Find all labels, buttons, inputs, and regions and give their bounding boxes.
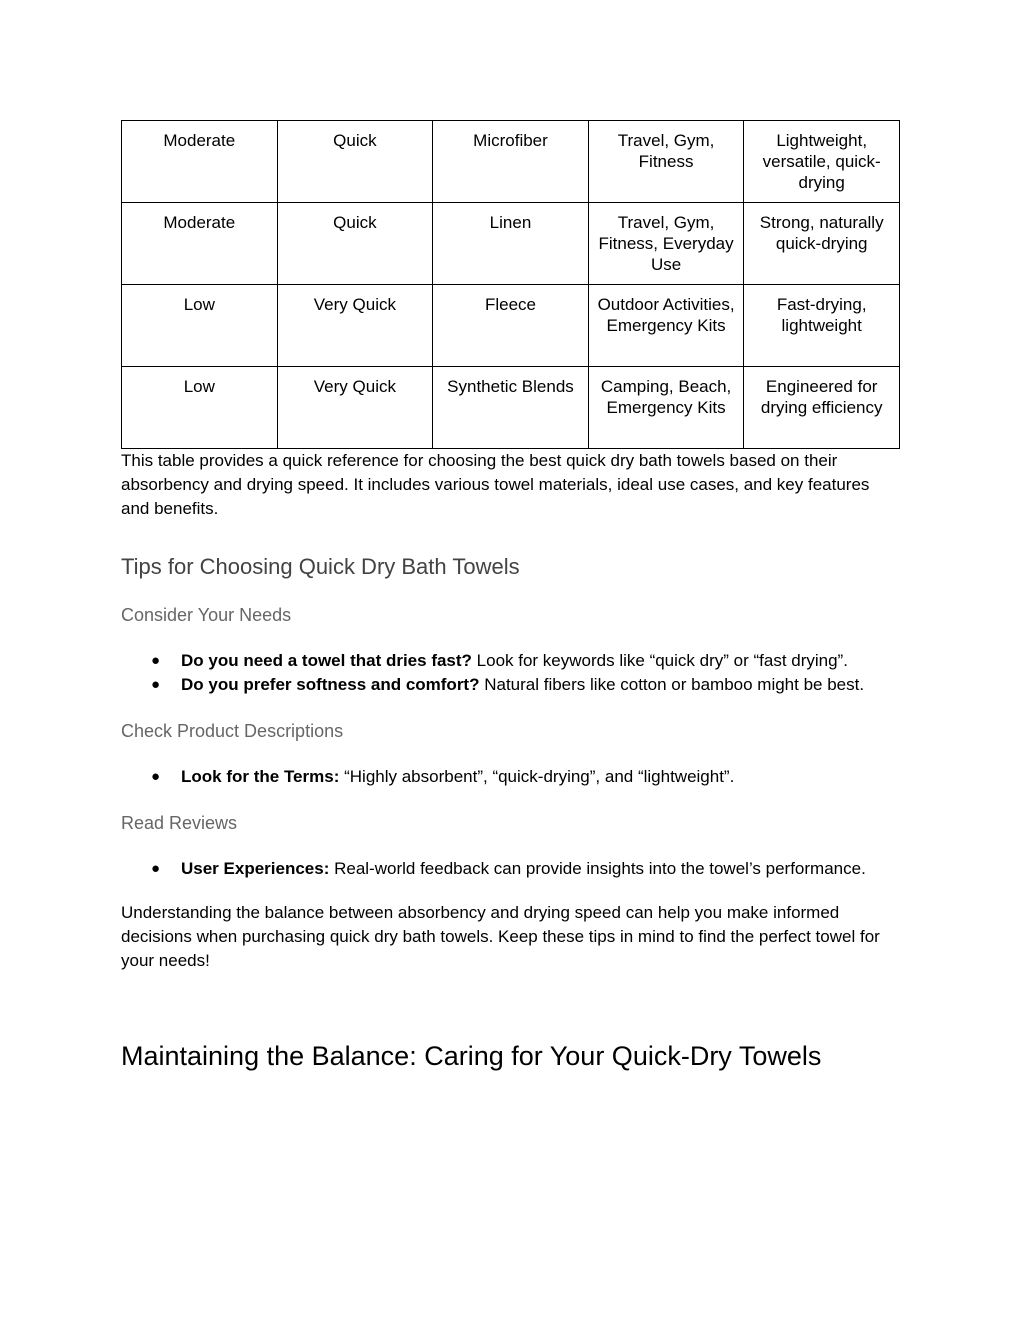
conclusion-paragraph: Understanding the balance between absorbency and drying speed can help you make informed decisions when purchasing quick dry bath towels. Keep these tips in mind to find the perfect towel for your needs! bbox=[121, 903, 880, 970]
list-item-bold: Do you need a towel that dries fast? bbox=[181, 651, 472, 670]
table-cell: Travel, Gym, Fitness, Everyday Use bbox=[588, 203, 744, 285]
table-cell: Low bbox=[122, 367, 278, 449]
reviews-list bbox=[121, 857, 901, 881]
towel-comparison-table bbox=[121, 120, 900, 449]
section-heading: Maintaining the Balance: Caring for Your Quick-Dry Towels bbox=[121, 1041, 822, 1071]
list-item-text: “Highly absorbent”, “quick-drying”, and “lightweight”. bbox=[339, 767, 735, 786]
table-cell: Microfiber bbox=[433, 121, 589, 203]
descriptions-list bbox=[121, 765, 901, 789]
table-row bbox=[122, 203, 900, 285]
table-cell: Fleece bbox=[433, 285, 589, 367]
list-item-bold: Do you prefer softness and comfort? bbox=[181, 675, 480, 694]
table-cell: Quick bbox=[277, 203, 433, 285]
list-item bbox=[121, 649, 901, 673]
table-cell: Strong, naturally quick-drying bbox=[744, 203, 900, 285]
bullet-icon: ● bbox=[151, 652, 161, 669]
bullet-icon: ● bbox=[151, 768, 161, 785]
table-cell: Lightweight, versatile, quick-drying bbox=[744, 121, 900, 203]
intro-paragraph: This table provides a quick reference for choosing the best quick dry bath towels based on their absorbency and drying speed. It includes various towel materials, ideal use cases, and key features and benefits. bbox=[121, 451, 870, 518]
table-cell: Very Quick bbox=[277, 285, 433, 367]
table-row bbox=[122, 285, 900, 367]
table-cell: Quick bbox=[277, 121, 433, 203]
table-row bbox=[122, 367, 900, 449]
list-item-text: Real-world feedback can provide insights into the towel’s performance. bbox=[329, 859, 866, 878]
list-item bbox=[121, 857, 901, 881]
table-cell: Fast-drying, lightweight bbox=[744, 285, 900, 367]
bullet-icon: ● bbox=[151, 676, 161, 693]
tips-heading: Tips for Choosing Quick Dry Bath Towels bbox=[121, 554, 520, 579]
table-cell: Moderate bbox=[122, 121, 278, 203]
list-item-text: Look for keywords like “quick dry” or “fast drying”. bbox=[471, 651, 848, 670]
list-item bbox=[121, 765, 901, 789]
table-cell: Linen bbox=[433, 203, 589, 285]
table-cell: Outdoor Activities, Emergency Kits bbox=[588, 285, 744, 367]
table-cell: Very Quick bbox=[277, 367, 433, 449]
needs-heading: Consider Your Needs bbox=[121, 605, 292, 625]
table-cell: Camping, Beach, Emergency Kits bbox=[588, 367, 744, 449]
table-cell: Low bbox=[122, 285, 278, 367]
table-row bbox=[122, 121, 900, 203]
list-item-bold: User Experiences: bbox=[181, 859, 330, 878]
reviews-heading: Read Reviews bbox=[121, 813, 238, 833]
descriptions-heading: Check Product Descriptions bbox=[121, 721, 344, 741]
table-cell: Engineered for drying efficiency bbox=[744, 367, 900, 449]
needs-list bbox=[121, 649, 901, 697]
document-page bbox=[121, 120, 901, 1073]
list-item-text: Natural fibers like cotton or bamboo might be best. bbox=[479, 675, 865, 694]
table-cell: Travel, Gym, Fitness bbox=[588, 121, 744, 203]
list-item bbox=[121, 673, 901, 697]
bullet-icon: ● bbox=[151, 860, 161, 877]
table-cell: Synthetic Blends bbox=[433, 367, 589, 449]
table-cell: Moderate bbox=[122, 203, 278, 285]
list-item-bold: Look for the Terms: bbox=[181, 767, 340, 786]
